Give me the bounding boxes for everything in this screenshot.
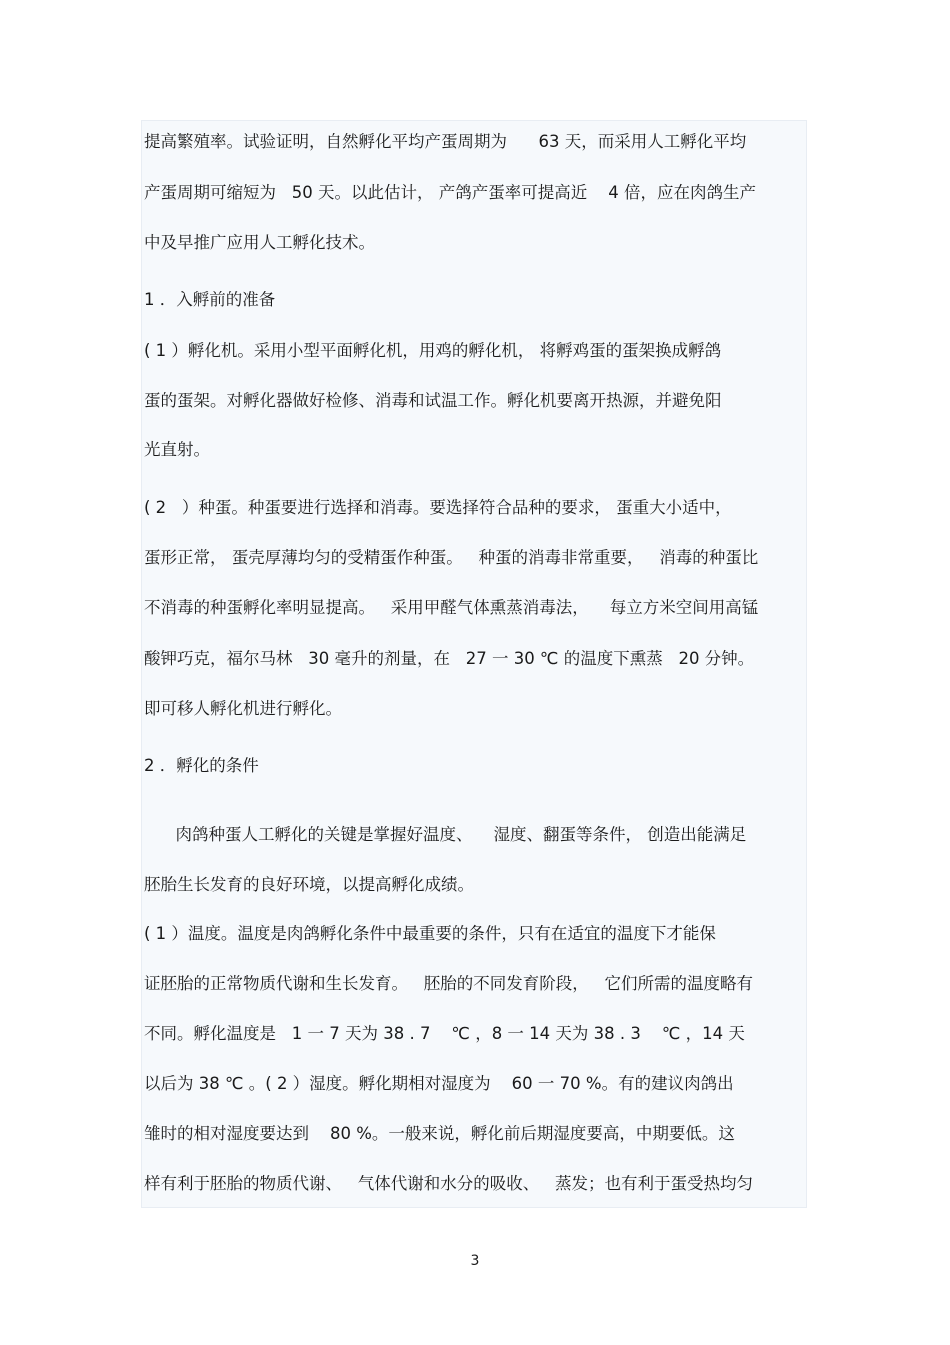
page-number: 3 <box>470 1253 480 1269</box>
paragraph-line: ( 2 ）种蛋。种蛋要进行选择和消毒。要选择符合品种的要求， 蛋重大小适中， <box>144 498 732 517</box>
paragraph-line: 酸钾巧克，福尔马林 30 毫升的剂量，在 27 一 30 ℃ 的温度下熏蒸 20 分钟。 <box>144 649 755 668</box>
paragraph-line: 雏时的相对湿度要达到 80 %。一般来说，孵化前后期湿度要高，中期要低。这 <box>144 1124 735 1143</box>
paragraph-line: 不消毒的种蛋孵化率明显提高。 采用甲醛气体熏蒸消毒法， 每立方米空间用高锰 <box>144 598 759 617</box>
paragraph-line: 不同。孵化温度是 1 一 7 天为 38 . 7 ℃ ，8 一 14 天为 38 . 3 ℃ ，14 天 <box>144 1024 745 1043</box>
paragraph-line: 以后为 38 ℃ 。( 2 ）湿度。孵化期相对湿度为 60 一 70 %。有的建议肉鸽出 <box>144 1074 734 1093</box>
section-heading: 2 ．孵化的条件 <box>144 756 259 775</box>
paragraph-line: 蛋的蛋架。对孵化器做好检修、消毒和试温工作。孵化机要离开热源，并避免阳 <box>144 391 722 410</box>
paragraph-line: 光直射。 <box>144 440 210 459</box>
paragraph-line: 提高繁殖率。试验证明，自然孵化平均产蛋周期为 63 天，而采用人工孵化平均 <box>144 132 747 151</box>
paragraph-line: 证胚胎的正常物质代谢和生长发育。 胚胎的不同发育阶段， 它们所需的温度略有 <box>144 974 753 993</box>
paragraph-line: ( 1 ）孵化机。采用小型平面孵化机，用鸡的孵化机， 将孵鸡蛋的蛋架换成孵鸽 <box>144 341 722 360</box>
paragraph-line: ( 1 ）温度。温度是肉鸽孵化条件中最重要的条件，只有在适宜的温度下才能保 <box>144 924 716 943</box>
paragraph-line: 产蛋周期可缩短为 50 天。以此估计， 产鸽产蛋率可提高近 4 倍，应在肉鸽生产 <box>144 183 756 202</box>
paragraph-line: 蛋形正常， 蛋壳厚薄均匀的受精蛋作种蛋。 种蛋的消毒非常重要， 消毒的种蛋比 <box>144 548 759 567</box>
paragraph-line: 样有利于胚胎的物质代谢、 气体代谢和水分的吸收、 蒸发；也有利于蛋受热均匀 <box>144 1174 753 1193</box>
paragraph-line: 即可移人孵化机进行孵化。 <box>144 699 342 718</box>
paragraph-line: 胚胎生长发育的良好环境，以提高孵化成绩。 <box>144 875 474 894</box>
paragraph-line: 肉鸽种蛋人工孵化的关键是掌握好温度、 湿度、翻蛋等条件， 创造出能满足 <box>144 825 747 844</box>
paragraph-line: 中及早推广应用人工孵化技术。 <box>144 233 375 252</box>
section-heading: 1 ．入孵前的准备 <box>144 290 276 309</box>
